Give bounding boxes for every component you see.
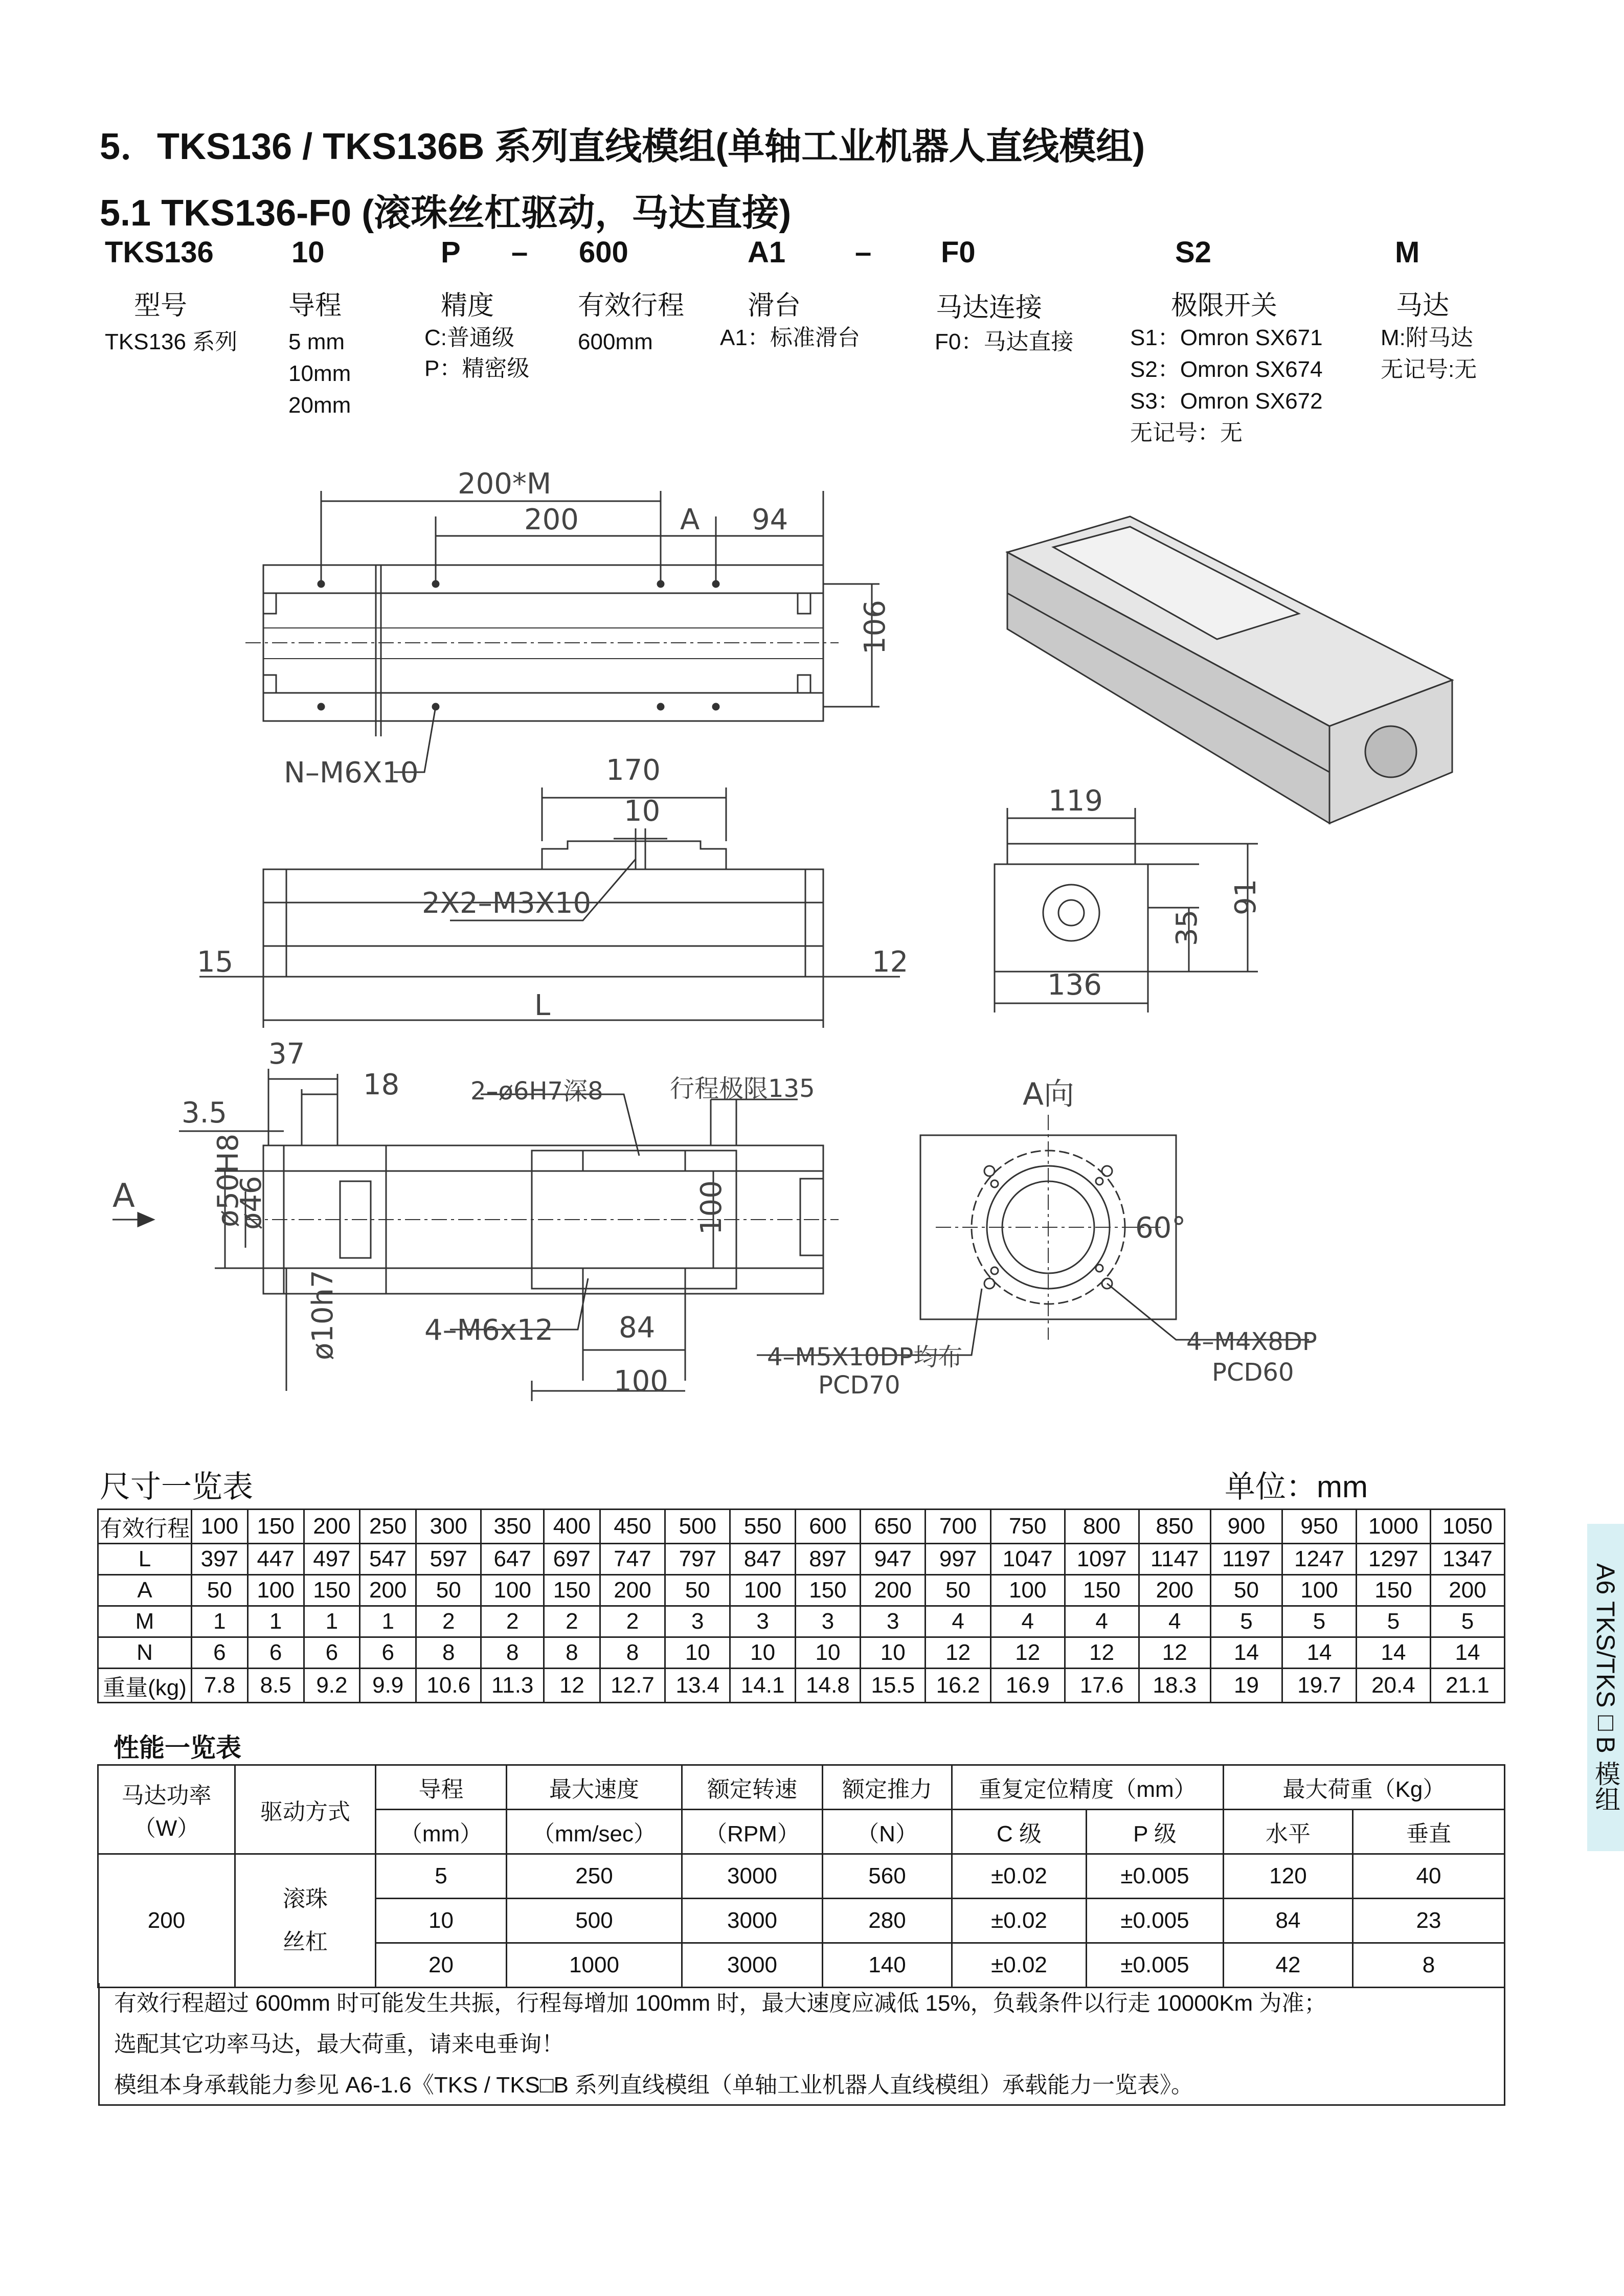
table-cell: 13.4 <box>665 1669 730 1703</box>
end-view <box>995 808 1258 1012</box>
table-cell: 847 <box>730 1544 795 1575</box>
table-cell: 1000 <box>507 1943 682 1988</box>
table-cell: 10 <box>665 1637 730 1669</box>
product-image <box>1007 516 1452 823</box>
performance-notes <box>98 1983 1505 2106</box>
table-cell: 14 <box>1210 1637 1282 1669</box>
table-cell: 16.9 <box>990 1669 1065 1703</box>
table-cell: 5 <box>376 1854 507 1899</box>
caption-model: 型号 <box>134 291 188 321</box>
dim-label: 18 <box>363 1068 400 1101</box>
table-cell: 84 <box>1224 1899 1353 1943</box>
table-cell: 150 <box>795 1575 860 1606</box>
performance-table-title: 性能一览表 <box>114 1734 241 1762</box>
dim-label: ø10h7 <box>306 1270 340 1360</box>
table-cell: 8.5 <box>247 1669 304 1703</box>
table-cell: 10.6 <box>416 1669 481 1703</box>
table-row <box>98 1575 1505 1606</box>
caption-slide: 滑台 <box>748 291 801 321</box>
table-cell: 500 <box>665 1510 730 1544</box>
table-cell: 14 <box>1357 1637 1431 1669</box>
table-cell: 250 <box>507 1854 682 1899</box>
table-cell: 100 <box>247 1575 304 1606</box>
header-cell: 马达功率 <box>121 1783 212 1808</box>
table-cell: 12 <box>926 1637 990 1669</box>
table-cell: 100 <box>481 1575 544 1606</box>
option: 无记号：无 <box>1130 420 1243 445</box>
table-cell: 550 <box>730 1510 795 1544</box>
table-cell: 19 <box>1210 1669 1282 1703</box>
table-cell: 2 <box>544 1606 600 1637</box>
table-cell: 20 <box>376 1943 507 1988</box>
code-part: TKS136 <box>105 236 214 269</box>
table-cell: 140 <box>823 1943 952 1988</box>
table-cell: 400 <box>544 1510 600 1544</box>
option: F0：马达直接 <box>935 329 1074 354</box>
option: S3：Omron SX672 <box>1130 389 1323 414</box>
table-cell: 1147 <box>1139 1544 1210 1575</box>
dim-label: 2X2–M3X10 <box>422 887 592 920</box>
table-cell: 200 <box>1430 1575 1504 1606</box>
table-cell: 8 <box>416 1637 481 1669</box>
row-label: N <box>98 1637 192 1669</box>
table-cell: 797 <box>665 1544 730 1575</box>
table-cell: 20.4 <box>1357 1669 1431 1703</box>
table-cell: 650 <box>861 1510 926 1544</box>
code-part: P <box>441 236 461 269</box>
header-cell: 水平 <box>1224 1810 1353 1854</box>
dim-label: ø50H8 <box>212 1133 245 1227</box>
header-cell: C 级 <box>952 1810 1087 1854</box>
table-cell: 600 <box>795 1510 860 1544</box>
drive-cell: 丝杠 <box>283 1929 328 1954</box>
dim-label: 4–M6x12 <box>424 1314 553 1347</box>
table-cell: 21.1 <box>1430 1669 1504 1703</box>
table-cell: 50 <box>192 1575 248 1606</box>
caption-lead: 导程 <box>288 291 342 321</box>
dim-label: 15 <box>197 946 234 979</box>
code-part: A1 <box>748 236 786 269</box>
caption-precision: 精度 <box>441 291 494 321</box>
dim-label: ø46 <box>235 1176 268 1230</box>
header-cell: P 级 <box>1087 1810 1224 1854</box>
option: 无记号:无 <box>1381 357 1477 382</box>
dimension-table <box>97 1509 1505 1703</box>
table-cell: 4 <box>1065 1606 1139 1637</box>
dim-label: 91 <box>1229 879 1262 915</box>
table-cell: 3 <box>665 1606 730 1637</box>
table-cell: 150 <box>1065 1575 1139 1606</box>
dimension-table-title: 尺寸一览表 <box>100 1470 253 1504</box>
dim-label: 4–M4X8DP <box>1186 1327 1317 1356</box>
table-cell: 6 <box>360 1637 416 1669</box>
table-cell: 100 <box>730 1575 795 1606</box>
table-cell: 950 <box>1282 1510 1357 1544</box>
table-cell: 200 <box>861 1575 926 1606</box>
table-cell: 1047 <box>990 1544 1065 1575</box>
table-cell: 1000 <box>1357 1510 1431 1544</box>
table-cell: 1 <box>247 1606 304 1637</box>
view-title: A向 <box>1023 1076 1075 1112</box>
dim-label: 84 <box>619 1311 656 1344</box>
table-cell: 50 <box>416 1575 481 1606</box>
dim-label: 136 <box>1047 969 1102 1002</box>
table-cell: 8 <box>481 1637 544 1669</box>
header-cell: 垂直 <box>1353 1810 1505 1854</box>
table-cell: 947 <box>861 1544 926 1575</box>
table-cell: 597 <box>416 1544 481 1575</box>
table-cell: 14 <box>1430 1637 1504 1669</box>
power-cell: 200 <box>98 1854 235 1988</box>
header-cell: （RPM） <box>682 1810 823 1854</box>
table-cell: 3 <box>795 1606 860 1637</box>
table-cell: 2 <box>416 1606 481 1637</box>
note-line: 选配其它功率马达，最大荷重，请来电垂询！ <box>114 2032 564 2057</box>
dim-label: 200 <box>524 503 579 536</box>
table-cell: 200 <box>600 1575 665 1606</box>
table-cell: 5 <box>1210 1606 1282 1637</box>
dim-label: 行程极限135 <box>670 1074 815 1103</box>
option: TKS136 系列 <box>105 329 238 354</box>
table-cell: 1 <box>304 1606 360 1637</box>
table-cell: 2 <box>481 1606 544 1637</box>
table-cell: 3 <box>730 1606 795 1637</box>
dim-label: 10 <box>624 795 661 828</box>
table-cell: 300 <box>416 1510 481 1544</box>
dim-label: 35 <box>1170 909 1204 946</box>
table-cell: 15.5 <box>861 1669 926 1703</box>
table-cell: 4 <box>990 1606 1065 1637</box>
table-cell: 10 <box>730 1637 795 1669</box>
dim-label: 37 <box>268 1038 305 1071</box>
table-cell: 8 <box>544 1637 600 1669</box>
code-part: – <box>855 236 872 269</box>
table-cell: 12.7 <box>600 1669 665 1703</box>
table-cell: 18.3 <box>1139 1669 1210 1703</box>
table-cell: 500 <box>507 1899 682 1943</box>
dim-label: 170 <box>606 754 661 787</box>
table-cell: 150 <box>544 1575 600 1606</box>
subsection-title: 5.1 TKS136-F0 (滚珠丝杠驱动，马达直接) <box>100 193 792 234</box>
caption-stroke: 有效行程 <box>578 291 685 321</box>
table-cell: 9.9 <box>360 1669 416 1703</box>
header-cell: 驱动方式 <box>235 1765 376 1854</box>
option: 10mm <box>288 361 351 386</box>
note-line: 有效行程超过 600mm 时可能发生共振，行程每增加 100mm 时，最大速度应减低 15%，负载条件以行走 10000Km 为准； <box>114 1991 1327 2016</box>
table-cell: 397 <box>192 1544 248 1575</box>
table-cell: 100 <box>192 1510 248 1544</box>
code-part: – <box>511 236 528 269</box>
header-cell: 最大速度 <box>507 1765 682 1810</box>
drive-cell: 滚珠 <box>283 1886 328 1911</box>
table-cell: 17.6 <box>1065 1669 1139 1703</box>
table-row <box>98 1637 1505 1669</box>
row-label: 有效行程 <box>98 1510 192 1544</box>
header-cell: 最大荷重（Kg） <box>1224 1765 1505 1810</box>
table-row <box>98 1606 1505 1637</box>
table-cell: 747 <box>600 1544 665 1575</box>
table-cell: 50 <box>1210 1575 1282 1606</box>
table-cell: 997 <box>926 1544 990 1575</box>
code-part: M <box>1395 236 1420 269</box>
table-cell: 547 <box>360 1544 416 1575</box>
table-cell: 12 <box>1065 1637 1139 1669</box>
table-cell: 280 <box>823 1899 952 1943</box>
table-cell: 800 <box>1065 1510 1139 1544</box>
row-label: M <box>98 1606 192 1637</box>
table-cell: 900 <box>1210 1510 1282 1544</box>
table-cell: 12 <box>1139 1637 1210 1669</box>
table-cell: 1297 <box>1357 1544 1431 1575</box>
table-cell: 8 <box>1353 1943 1505 1988</box>
table-cell: 50 <box>665 1575 730 1606</box>
header-cell: 导程 <box>376 1765 507 1810</box>
row-label: L <box>98 1544 192 1575</box>
table-cell: 40 <box>1353 1854 1505 1899</box>
table-cell: 19.7 <box>1282 1669 1357 1703</box>
table-cell: 450 <box>600 1510 665 1544</box>
dim-label: PCD60 <box>1212 1358 1294 1387</box>
table-cell: 1 <box>360 1606 416 1637</box>
table-cell: 150 <box>1357 1575 1431 1606</box>
table-cell: 5 <box>1357 1606 1431 1637</box>
table-cell: ±0.02 <box>952 1899 1087 1943</box>
table-cell: 1197 <box>1210 1544 1282 1575</box>
header-cell: （N） <box>823 1810 952 1854</box>
table-cell: 23 <box>1353 1899 1505 1943</box>
table-cell: 120 <box>1224 1854 1353 1899</box>
dim-label: 94 <box>752 503 788 536</box>
code-part: 600 <box>579 236 628 269</box>
table-cell: 200 <box>360 1575 416 1606</box>
option: P：精密级 <box>424 356 530 381</box>
table-cell: 3000 <box>682 1854 823 1899</box>
table-cell: 6 <box>304 1637 360 1669</box>
dim-label: 4–M5X10DP均布 <box>767 1343 963 1371</box>
table-cell: 3000 <box>682 1943 823 1988</box>
note-line: 模组本身承载能力参见 A6-1.6《TKS / TKS□B 系列直线模组（单轴工业机器人直线模组）承载能力一览表》。 <box>114 2073 1194 2098</box>
table-row <box>98 1669 1505 1703</box>
table-cell: 5 <box>1282 1606 1357 1637</box>
table-cell: 350 <box>481 1510 544 1544</box>
table-cell: 10 <box>376 1899 507 1943</box>
table-cell: 447 <box>247 1544 304 1575</box>
table-cell: 3 <box>861 1606 926 1637</box>
table-cell: 150 <box>304 1575 360 1606</box>
dim-label: PCD70 <box>818 1371 900 1400</box>
table-cell: 6 <box>247 1637 304 1669</box>
table-cell: 1097 <box>1065 1544 1139 1575</box>
table-cell: ±0.02 <box>952 1943 1087 1988</box>
header-cell: 额定转速 <box>682 1765 823 1810</box>
table-cell: 100 <box>990 1575 1065 1606</box>
table-cell: 6 <box>192 1637 248 1669</box>
table-cell: ±0.005 <box>1087 1943 1224 1988</box>
performance-table <box>97 1764 1505 1988</box>
option: S1：Omron SX671 <box>1130 325 1323 350</box>
table-cell: 1247 <box>1282 1544 1357 1575</box>
header-cell: 重复定位精度（mm） <box>952 1765 1224 1810</box>
header-cell: （mm/sec） <box>507 1810 682 1854</box>
side-tab: A6 TKS/TKS□B 模组 <box>1587 1524 1624 1851</box>
table-cell: 4 <box>926 1606 990 1637</box>
table-cell: 14.1 <box>730 1669 795 1703</box>
dim-label: 200*M <box>458 467 552 501</box>
table-cell: 1050 <box>1430 1510 1504 1544</box>
table-cell: 4 <box>1139 1606 1210 1637</box>
table-cell: 750 <box>990 1510 1065 1544</box>
caption-limit-switch: 极限开关 <box>1171 291 1278 321</box>
table-cell: 14 <box>1282 1637 1357 1669</box>
header-cell: （W） <box>133 1815 200 1841</box>
option: S2：Omron SX674 <box>1130 357 1323 382</box>
table-cell: ±0.005 <box>1087 1899 1224 1943</box>
table-cell: 497 <box>304 1544 360 1575</box>
table-cell: 14.8 <box>795 1669 860 1703</box>
dim-label: A <box>680 503 700 536</box>
caption-motor-conn: 马达连接 <box>936 293 1043 323</box>
table-cell: ±0.005 <box>1087 1854 1224 1899</box>
option: C:普通级 <box>424 325 514 350</box>
table-row <box>98 1544 1505 1575</box>
dim-label: 106 <box>859 600 892 655</box>
a-view <box>757 1115 1309 1355</box>
table-cell: 250 <box>360 1510 416 1544</box>
table-cell: 150 <box>247 1510 304 1544</box>
dim-label: 2–ø6H7深8 <box>470 1077 603 1106</box>
dim-label: 100 <box>614 1365 668 1398</box>
table-cell: 100 <box>1282 1575 1357 1606</box>
table-cell: 200 <box>304 1510 360 1544</box>
table-cell: 9.2 <box>304 1669 360 1703</box>
code-part: 10 <box>291 236 325 269</box>
table-cell: 647 <box>481 1544 544 1575</box>
header-cell: （mm） <box>376 1810 507 1854</box>
table-cell: 200 <box>1139 1575 1210 1606</box>
row-label: A <box>98 1575 192 1606</box>
table-cell: 897 <box>795 1544 860 1575</box>
table-cell: 16.2 <box>926 1669 990 1703</box>
table-cell: 12 <box>990 1637 1065 1669</box>
code-part: S2 <box>1175 236 1211 269</box>
table-cell: 12 <box>544 1669 600 1703</box>
row-label: 重量(kg) <box>98 1669 192 1703</box>
table-cell: 1 <box>192 1606 248 1637</box>
table-cell: 11.3 <box>481 1669 544 1703</box>
table-cell: 697 <box>544 1544 600 1575</box>
table-cell: 3000 <box>682 1899 823 1943</box>
code-part: F0 <box>941 236 976 269</box>
dim-label: 60° <box>1135 1211 1186 1245</box>
option: M:附马达 <box>1381 325 1473 350</box>
dim-label: 3.5 <box>182 1096 228 1130</box>
table-cell: 10 <box>861 1637 926 1669</box>
table-cell: 2 <box>600 1606 665 1637</box>
section-title: 5．TKS136 / TKS136B 系列直线模组(单轴工业机器人直线模组) <box>100 126 1145 167</box>
caption-motor: 马达 <box>1396 291 1450 321</box>
table-cell: ±0.02 <box>952 1854 1087 1899</box>
table-cell: 1347 <box>1430 1544 1504 1575</box>
table-cell: 8 <box>600 1637 665 1669</box>
table-row <box>98 1510 1505 1544</box>
table-cell: 850 <box>1139 1510 1210 1544</box>
option: 5 mm <box>288 329 345 354</box>
dim-label: L <box>534 989 551 1022</box>
unit-label: 单位：mm <box>1225 1470 1368 1504</box>
option: A1：标准滑台 <box>720 325 860 350</box>
table-cell: 700 <box>926 1510 990 1544</box>
dim-label: 12 <box>872 946 909 979</box>
table-cell: 560 <box>823 1854 952 1899</box>
dim-label: 100 <box>695 1180 728 1235</box>
header-cell: 额定推力 <box>823 1765 952 1810</box>
table-cell: 7.8 <box>192 1669 248 1703</box>
option: 600mm <box>578 329 653 354</box>
table-cell: 42 <box>1224 1943 1353 1988</box>
view-arrow-label: A <box>112 1177 135 1215</box>
dim-label: N–M6X10 <box>284 756 419 790</box>
table-cell: 10 <box>795 1637 860 1669</box>
table-cell: 50 <box>926 1575 990 1606</box>
dim-label: 119 <box>1048 784 1103 818</box>
table-cell: 5 <box>1430 1606 1504 1637</box>
option: 20mm <box>288 393 351 418</box>
